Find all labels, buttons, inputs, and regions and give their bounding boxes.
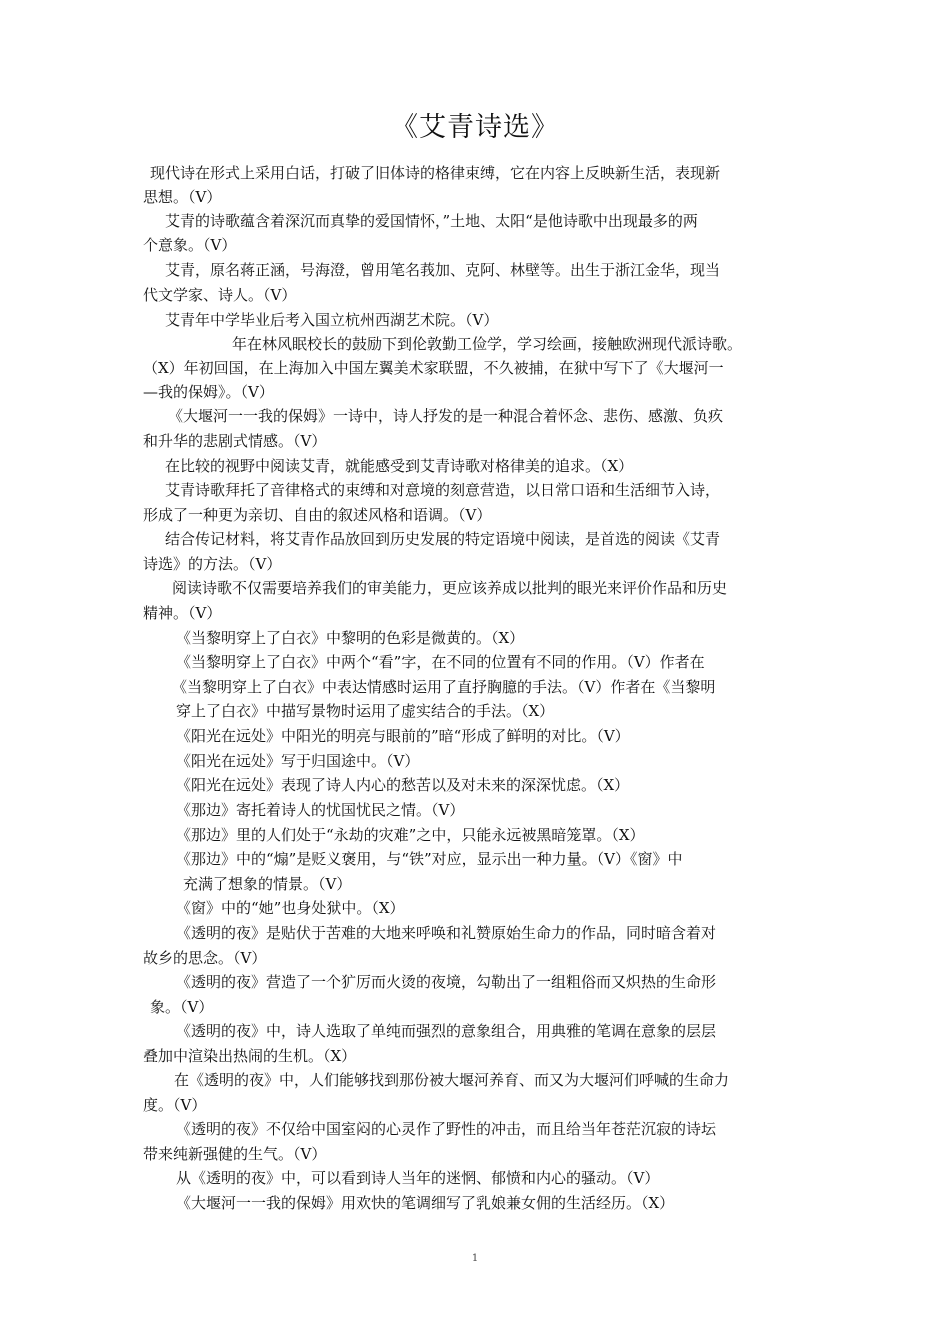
- text-line: 形成了一种更为亲切、自由的叙述风格和语调。（V）: [143, 506, 492, 524]
- text-line: 《当黎明穿上了白衣》中表达情感时运用了直抒胸臆的手法。（V）作者在《当黎明: [172, 678, 716, 696]
- page-number: 1: [471, 1253, 479, 1264]
- text-line: 思想。（V）: [143, 188, 222, 206]
- text-line: 《大堰河一一我的保姆》一诗中，诗人抒发的是一种混合着怀念、悲伤、感激、负疚: [168, 407, 724, 425]
- text-line: 《透明的夜》中，诗人选取了单纯而强烈的意象组合，用典雅的笔调在意象的层层: [176, 1022, 717, 1040]
- text-line: 《透明的夜》营造了一个犷厉而火烫的夜境，勾勒出了一组粗俗而又炽热的生命形: [176, 973, 717, 991]
- text-line: 精神。（V）: [143, 604, 222, 622]
- text-line: 穿上了白衣》中描写景物时运用了虚实结合的手法。（X）: [176, 702, 555, 720]
- text-line: 《窗》中的“她”也身处狱中。（X）: [176, 899, 405, 917]
- text-line: 结合传记材料，将艾青作品放回到历史发展的特定语境中阅读，是首选的阅读《艾青: [165, 530, 721, 548]
- text-line: 《透明的夜》是贴伏于苦难的大地来呼唤和礼赞原始生命力的作品，同时暗含着对: [176, 924, 717, 942]
- text-line: 在《透明的夜》中，人们能够找到那份被大堰河养育、而又为大堰河们呼喊的生命力: [174, 1071, 730, 1089]
- text-line: 《那边》寄托着诗人的忧国忧民之情。（V）: [176, 801, 465, 819]
- text-line: 故乡的思念。（V）: [143, 949, 267, 967]
- text-line: 《当黎明穿上了白衣》中黎明的色彩是微黄的。（X）: [176, 629, 525, 647]
- text-line: 《那边》中的“煽”是贬义褒用，与“铁”对应，显示出一种力量。（V）《窗》中: [176, 850, 683, 868]
- text-line: （X）年初回国，在上海加入中国左翼美术家联盟，不久被捕，在狱中写下了《大堰河一: [143, 359, 724, 377]
- text-line: 艾青，原名蒋正涵，号海澄，曾用笔名莪加、克阿、林壁等。出生于浙江金华，现当: [165, 261, 721, 279]
- text-line: 度。（V）: [143, 1096, 207, 1114]
- text-line: 艾青的诗歌蕴含着深沉而真挚的爱国情怀，”土地、太阳“是他诗歌中出现最多的两: [165, 212, 698, 230]
- text-line: 象。（V）: [150, 998, 214, 1016]
- text-line: 艾青年中学毕业后考入国立杭州西湖艺术院。（V）: [165, 311, 499, 329]
- text-line: 《大堰河一一我的保姆》用欢快的笔调细写了乳娘兼女佣的生活经历。（X）: [176, 1194, 675, 1212]
- text-line: 诗选》的方法。（V）: [143, 555, 282, 573]
- text-line: 《透明的夜》不仅给中国室闷的心灵作了野性的冲击，而且给当年苍茫沉寂的诗坛: [176, 1120, 717, 1138]
- text-line: 《当黎明穿上了白衣》中两个“看”字，在不同的位置有不同的作用。（V）作者在: [176, 653, 705, 671]
- text-line: 在比较的视野中阅读艾青，就能感受到艾青诗歌对格律美的追求。（X）: [165, 457, 634, 475]
- text-line: 叠加中渲染出热闹的生机。（X）: [143, 1047, 357, 1065]
- text-line: 《阳光在远处》中阳光的明亮与眼前的”暗“形成了鲜明的对比。（V）: [176, 727, 630, 745]
- text-line: 阅读诗歌不仅需要培养我们的审美能力，更应该养成以批判的眼光来评价作品和历史: [172, 579, 728, 597]
- text-line: 和升华的悲剧式情感。（V）: [143, 432, 327, 450]
- text-line: 带来纯新强健的生气。（V）: [143, 1145, 327, 1163]
- text-line: —我的保姆》。（V）: [143, 383, 274, 401]
- text-line: 代文学家、诗人。（V）: [143, 286, 297, 304]
- document-title: 《艾青诗选》: [391, 112, 559, 143]
- text-line: 从《透明的夜》中，可以看到诗人当年的迷惘、郁愤和内心的骚动。（V）: [176, 1169, 660, 1187]
- text-line: 现代诗在形式上采用白话，打破了旧体诗的格律束缚，它在内容上反映新生活，表现新: [150, 164, 721, 182]
- text-line: 年在林风眠校长的鼓励下到伦敦勤工俭学，学习绘画，接触欧洲现代派诗歌。: [232, 335, 743, 353]
- text-line: 艾青诗歌拜托了音律格式的束缚和对意境的刻意营造，以日常口语和生活细节入诗，: [165, 481, 721, 499]
- text-line: 《阳光在远处》写于归国途中。（V）: [176, 752, 420, 770]
- text-line: 《阳光在远处》表现了诗人内心的愁苦以及对未来的深深忧虑。（X）: [176, 776, 630, 794]
- text-line: 《那边》里的人们处于“永劫的灾难”之中，只能永远被黑暗笼罩。（X）: [176, 826, 645, 844]
- text-line: 个意象。（V）: [143, 236, 237, 254]
- text-line: 充满了想象的情景。（V）: [183, 875, 352, 893]
